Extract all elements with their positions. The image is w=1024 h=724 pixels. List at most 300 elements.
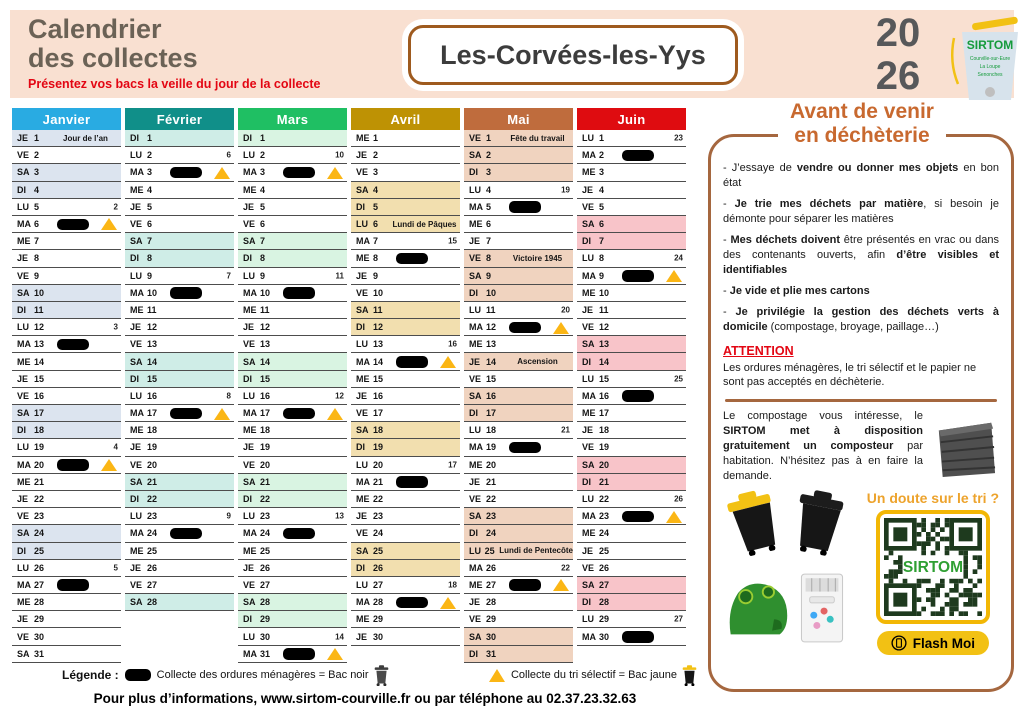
day-number: 7 [34,236,40,247]
day-of-week-label: VE [130,579,143,590]
week-number: 20 [561,305,570,315]
month-column [125,108,234,663]
calendar-day-row [125,457,234,474]
month-column [238,108,347,663]
day-of-week-label: DI [582,356,591,367]
day-of-week-label: DI [130,494,139,505]
day-number: 4 [147,184,153,195]
calendar-day-row [238,577,347,594]
calendar-day-row [12,628,121,645]
day-number: 23 [34,511,45,522]
day-number: 22 [147,494,158,505]
day-marker-zone [389,560,460,576]
day-marker-zone [389,302,460,318]
calendar-day-row [577,233,686,250]
day-of-week-label: JE [582,425,594,436]
yellow-triangle-marker [553,579,569,591]
calendar-day-row [12,439,121,456]
plain-text: en bon état [723,162,999,189]
calendar-day-row [577,199,686,216]
holiday-note: Ascension [517,357,558,367]
month-header: Mars [238,108,347,130]
day-of-week-label: MA [243,648,257,659]
day-number: 30 [373,631,384,642]
day-of-week-label: VE [582,442,595,453]
calendar-day-row [125,302,234,319]
day-number: 17 [599,408,610,419]
day-number: 27 [486,579,497,590]
day-number: 10 [373,287,384,298]
day-of-week-label: ME [582,408,596,419]
week-number: 21 [561,425,570,435]
calendar-day-row [464,594,573,611]
calendar-day-row [464,646,573,663]
day-number: 3 [147,167,153,178]
day-number: 5 [147,201,153,212]
day-of-week-label: ME [356,373,370,384]
day-marker-zone [276,646,347,662]
calendar-day-row [125,525,234,542]
calendar-day-row [464,233,573,250]
day-number: 11 [34,304,44,315]
day-of-week-label: MA [356,236,370,247]
day-number: 12 [599,322,610,333]
day-number: 11 [599,304,609,315]
calendar-day-row [12,646,121,663]
day-of-week-label: ME [356,253,370,264]
day-marker-zone [163,182,234,198]
calendar-day-row [238,439,347,456]
yellow-triangle-marker [327,648,343,660]
week-number: 15 [448,236,457,246]
calendar-day-row [238,646,347,663]
day-number: 24 [260,528,271,539]
day-marker-zone [163,302,234,318]
day-of-week-label: MA [469,322,483,333]
day-marker-zone [163,422,234,438]
day-marker-zone [163,164,234,180]
day-number: 28 [486,597,497,608]
day-of-week-label: SA [469,390,482,401]
day-number: 15 [486,373,497,384]
day-of-week-label: MA [582,390,596,401]
day-of-week-label: SA [469,631,482,642]
day-of-week-label: DI [356,562,365,573]
panel-box [708,134,1014,692]
calendar-day-row [238,422,347,439]
day-number: 10 [34,287,45,298]
calendar-day-row [238,336,347,353]
day-marker-zone [389,543,460,559]
phone-icon [891,635,907,651]
yellow-triangle-marker [327,408,343,420]
day-marker-zone [389,371,460,387]
day-number: 9 [34,270,40,281]
plain-text: - [723,305,736,318]
calendar-day-row [12,233,121,250]
day-marker-zone [502,594,573,610]
day-of-week-label: VE [243,579,256,590]
day-number: 12 [486,322,497,333]
calendar-day-row [577,508,686,525]
day-of-week-label: MA [356,476,370,487]
day-of-week-label: SA [582,459,595,470]
day-number: 29 [373,614,384,625]
calendar-day-row [238,199,347,216]
panel-title-line2: en déchèterie [794,124,930,148]
day-marker-zone [163,525,234,541]
calendar-day-row [577,371,686,388]
day-marker-zone [502,216,573,232]
calendar-day-row [351,611,460,628]
day-marker-zone [502,577,573,593]
calendar-day-row [464,319,573,336]
day-of-week-label: MA [356,597,370,608]
calendar-day-row [125,560,234,577]
calendar-day-row [238,457,347,474]
day-number: 7 [486,236,492,247]
bold-text: vendre ou donner mes objets [796,162,959,174]
day-number: 30 [599,631,610,642]
yellow-lid-bin-icon [722,485,788,560]
black-bin-marker [396,356,428,368]
calendar-day-row [238,353,347,370]
calendar-day-row [238,508,347,525]
day-number: 14 [373,356,384,367]
day-of-week-label: LU [469,184,481,195]
calendar-day-row [464,302,573,319]
day-number: 27 [260,579,271,590]
calendar-day-row [12,525,121,542]
day-number: 31 [260,648,271,659]
black-bin-marker [57,219,89,231]
day-number: 18 [486,425,497,436]
day-number: 24 [34,528,45,539]
holiday-note: Victoire 1945 [512,253,563,263]
day-marker-zone [163,336,234,352]
day-marker-zone [615,285,686,301]
day-number: 15 [373,373,384,384]
day-marker-zone [389,525,460,541]
day-marker-zone [50,422,121,438]
day-marker-zone [276,594,347,610]
day-number: 8 [34,253,40,264]
calendar-day-row [12,353,121,370]
day-of-week-label: VE [582,562,595,573]
calendar-day-row [238,560,347,577]
bold-text: Mes déchets doivent [730,233,841,246]
plain-text: (compostage, broyage, paillage…) [767,320,939,333]
calendar-day-row [464,164,573,181]
week-number: 12 [335,391,344,401]
tri-doubt-title: Un doute sur le tri ? [866,490,999,507]
day-of-week-label: JE [243,562,255,573]
day-number: 20 [373,459,384,470]
sirtom-logo [944,16,1024,106]
yellow-triangle-marker [214,408,230,420]
day-marker-zone [615,388,686,404]
week-number: 5 [113,563,118,573]
calendar-day-row [351,474,460,491]
day-of-week-label: VE [582,201,595,212]
compost-row [723,409,999,484]
calendar-day-row [464,611,573,628]
holiday-note: Lundi de Pentecôte [499,546,573,556]
bins-illustration [723,490,867,656]
day-marker-zone [50,439,121,455]
calendar-day-row [238,302,347,319]
day-marker-zone [502,508,573,524]
day-marker-zone [502,353,573,369]
day-of-week-label: JE [582,304,594,315]
day-number: 7 [147,236,153,247]
day-number: 11 [260,304,270,315]
day-of-week-label: JE [356,270,368,281]
day-marker-zone [615,302,686,318]
day-of-week-label: MA [130,528,144,539]
day-marker-zone [163,319,234,335]
day-number: 9 [486,270,492,281]
day-of-week-label: LU [17,442,29,453]
day-number: 8 [147,253,153,264]
day-marker-zone [50,405,121,421]
calendar-day-row [125,474,234,491]
day-number: 28 [260,597,271,608]
day-marker-zone [276,405,347,421]
day-of-week-label: MA [582,511,596,522]
calendar-day-row [351,164,460,181]
day-of-week-label: ME [469,459,483,470]
day-number: 13 [34,339,45,350]
day-number: 22 [34,494,45,505]
day-number: 8 [373,253,379,264]
day-marker-zone [276,560,347,576]
calendar-day-row [12,336,121,353]
day-of-week-label: LU [582,614,594,625]
day-marker-zone [502,439,573,455]
day-marker-zone [163,594,234,610]
calendar-day-row [577,439,686,456]
calendar-day-row [577,302,686,319]
day-number: 30 [34,631,45,642]
day-marker-zone [615,508,686,524]
day-number: 3 [599,167,605,178]
calendar-day-row [577,285,686,302]
day-number: 6 [599,219,605,230]
day-of-week-label: DI [582,476,591,487]
panel-paragraph [723,284,999,299]
calendar-day-row [351,371,460,388]
day-of-week-label: DI [356,201,365,212]
day-number: 5 [373,201,379,212]
day-of-week-label: VE [356,408,369,419]
day-of-week-label: SA [582,339,595,350]
day-of-week-label: DI [243,614,252,625]
month-column [351,108,460,663]
day-number: 2 [260,150,266,161]
day-number: 2 [34,150,40,161]
day-number: 18 [260,425,271,436]
day-of-week-label: ME [243,425,257,436]
day-marker-zone [502,628,573,644]
day-number: 13 [486,339,497,350]
day-of-week-label: DI [469,648,478,659]
day-number: 15 [34,373,45,384]
calendar-day-row [238,628,347,645]
day-marker-zone [615,164,686,180]
calendar-day-row [351,525,460,542]
black-bin-marker [283,408,315,420]
day-number: 6 [34,219,40,230]
calendar-day-row [464,474,573,491]
day-of-week-label: SA [582,579,595,590]
calendar-day-row [464,216,573,233]
day-number: 18 [34,425,45,436]
day-number: 24 [147,528,158,539]
day-of-week-label: JE [356,390,368,401]
day-marker-zone [50,457,121,473]
day-of-week-label: JE [17,494,29,505]
calendar-day-row [125,147,234,164]
calendar-day-row [464,628,573,645]
day-number: 1 [34,133,40,144]
day-marker-zone [163,353,234,369]
day-number: 29 [260,614,271,625]
day-number: 17 [373,408,384,419]
day-number: 25 [599,545,610,556]
yellow-triangle-marker [101,218,117,230]
day-number: 28 [373,597,384,608]
day-marker-zone [389,405,460,421]
day-number: 21 [260,476,271,487]
day-of-week-label: ME [243,184,257,195]
day-number: 11 [373,304,383,315]
day-number: 19 [373,442,384,453]
svg-text:La Loupe: La Loupe [979,64,1001,70]
day-of-week-label: DI [243,373,252,384]
calendar-day-row [125,250,234,267]
yellow-lid-bin-icon [681,664,698,686]
day-of-week-label: SA [582,219,595,230]
calendar-day-row [577,491,686,508]
day-marker-zone [389,611,460,627]
day-marker-zone [50,646,121,662]
day-marker-zone [50,199,121,215]
calendar-day-row [351,457,460,474]
calendar-day-row [125,336,234,353]
day-number: 27 [373,579,384,590]
panel-paragraph [723,305,999,335]
month-column [577,108,686,663]
day-number: 1 [599,133,605,144]
calendar-day-row [351,216,460,233]
day-number: 3 [373,167,379,178]
day-marker-zone [502,336,573,352]
day-number: 27 [34,579,45,590]
day-of-week-label: LU [356,459,368,470]
calendar-day-row [125,199,234,216]
calendar-day-row [351,405,460,422]
week-number: 13 [335,511,344,521]
day-of-week-label: ME [582,528,596,539]
day-marker-zone [499,543,573,559]
day-number: 26 [34,562,45,573]
day-of-week-label: MA [243,408,257,419]
brand-block [28,15,321,91]
day-number: 15 [599,373,610,384]
composter-icon [931,415,999,479]
day-marker-zone [615,628,686,644]
calendar-day-row [464,130,573,147]
day-of-week-label: DI [469,167,478,178]
day-number: 3 [34,167,40,178]
day-number: 10 [260,287,271,298]
calendar-day-row [351,233,460,250]
day-marker-zone [502,164,573,180]
calendar-day-row [464,353,573,370]
day-of-week-label: DI [130,373,139,384]
day-of-week-label: DI [17,184,26,195]
day-number: 21 [486,476,497,487]
calendar-day-row [577,594,686,611]
black-bin-marker [509,579,541,591]
calendar-day-row [351,594,460,611]
legend-label: Légende : [62,668,119,682]
day-number: 18 [599,425,610,436]
day-marker-zone [163,577,234,593]
calendar-day-row [238,147,347,164]
week-number: 17 [448,460,457,470]
panel-paragraphs [723,161,999,335]
day-of-week-label: JE [17,373,29,384]
calendar-day-row [577,628,686,645]
day-number: 22 [373,494,384,505]
calendar-day-row [125,594,234,611]
day-of-week-label: VE [17,511,30,522]
day-of-week-label: LU [243,270,255,281]
day-number: 16 [34,390,45,401]
day-marker-zone [615,543,686,559]
day-of-week-label: MA [130,408,144,419]
day-number: 6 [373,219,379,230]
day-marker-zone [502,491,573,507]
day-number: 23 [373,511,384,522]
day-marker-zone [50,302,121,318]
day-of-week-label: DI [582,597,591,608]
day-of-week-label: MA [469,562,483,573]
day-marker-zone [389,130,460,146]
calendar-day-row [577,543,686,560]
day-of-week-label: JE [356,631,368,642]
day-of-week-label: JE [582,545,594,556]
day-marker-zone [389,319,460,335]
week-number: 26 [674,494,683,504]
calendar-day-row [351,336,460,353]
day-of-week-label: ME [356,133,370,144]
day-marker-zone [276,285,347,301]
day-number: 22 [260,494,271,505]
day-of-week-label: MA [469,442,483,453]
day-marker-zone [50,594,121,610]
day-marker-zone [50,388,121,404]
day-number: 13 [373,339,384,350]
day-number: 15 [147,373,158,384]
day-marker-zone [163,543,234,559]
calendar-day-row [12,457,121,474]
day-of-week-label: ME [130,304,144,315]
week-number: 4 [113,442,118,452]
day-number: 6 [147,219,153,230]
